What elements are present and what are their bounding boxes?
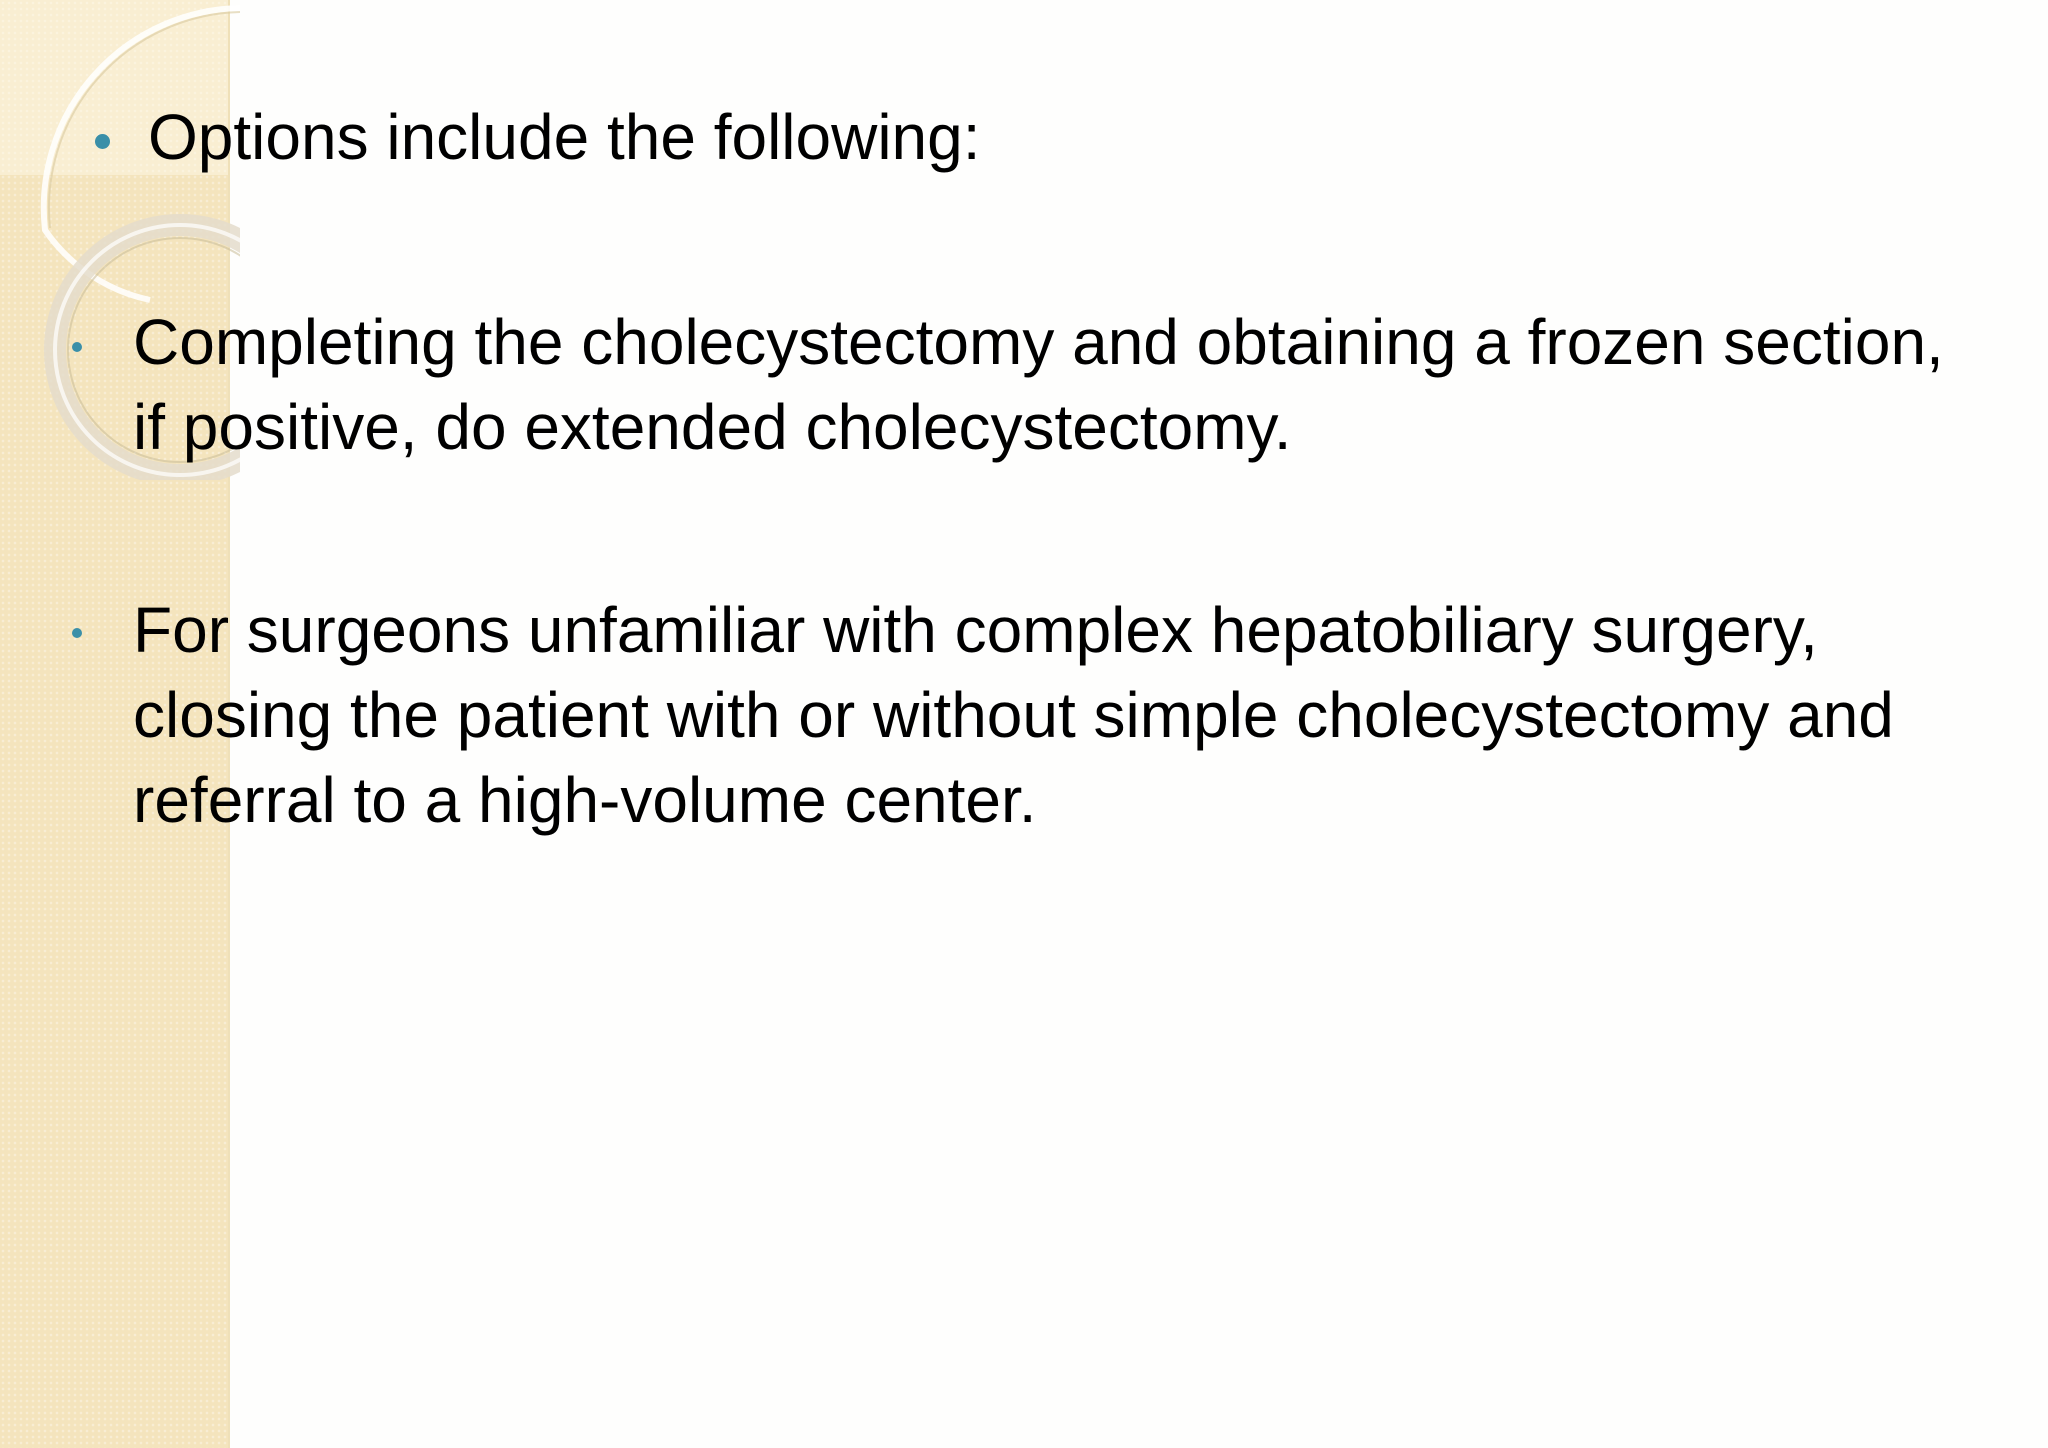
bullet-item-options: Options include the following: [148,101,981,173]
bullet-dot-icon [95,134,110,149]
bullet-dot-icon [72,628,82,638]
bullet-dot-icon [72,342,82,352]
bullet-item-frozen-section: Completing the cholecystectomy and obtaining a frozen section, if positive, do extended cholecystectomy. [133,306,1944,463]
bullet-item-referral: For surgeons unfamiliar with complex hepatobiliary surgery, closing the patient with or without simple cholecystectomy and referral to a high-volume center. [133,594,1894,836]
